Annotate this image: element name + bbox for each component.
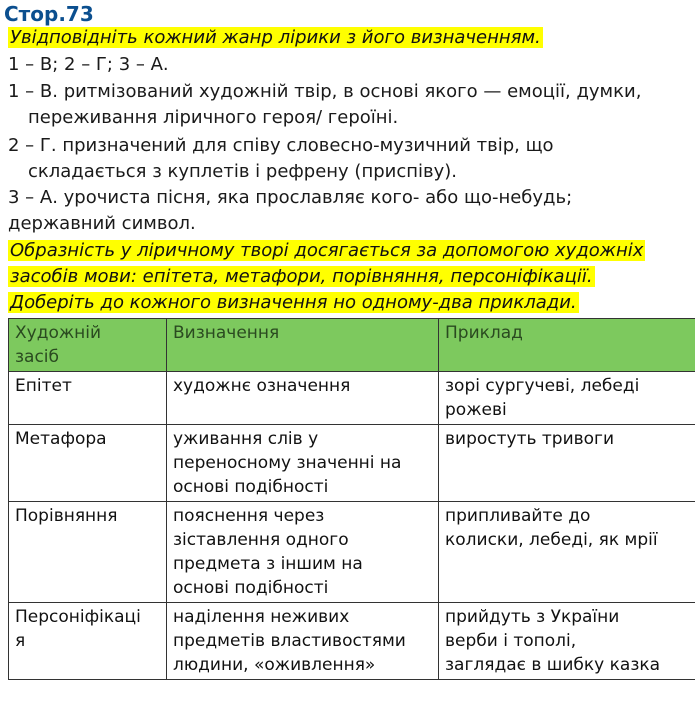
task2-prompt-3: Доберіть до кожного визначення но одному-два приклади. bbox=[10, 292, 577, 313]
cell-example: виростуть тривоги bbox=[439, 425, 695, 502]
table-row bbox=[9, 425, 695, 502]
header-device: Художній засіб bbox=[9, 319, 167, 372]
cell-device: Персоніфікаці я bbox=[9, 603, 167, 680]
task1-item1-line2: переживання ліричного героя/ героїні. bbox=[28, 107, 399, 128]
table-header-row bbox=[9, 319, 695, 372]
task1-item3-line2: державний символ. bbox=[8, 213, 196, 234]
task1-prompt: Увідповідніть кожний жанр лірики з його визначенням. bbox=[10, 27, 541, 48]
table-row bbox=[9, 603, 695, 680]
task1-item2-line1: 2 – Г. призначений для співу словесно-музичний твір, що bbox=[8, 135, 554, 156]
header-definition: Визначення bbox=[167, 319, 439, 372]
cell-definition: уживання слів у переносному значенні на основі подібності bbox=[167, 425, 439, 502]
task2-prompt-2: засобів мови: епітета, метафори, порівняння, персоніфікації. bbox=[10, 266, 593, 287]
task1-item3-line1: 3 – А. урочиста пісня, яка прославляє кого- або що-небудь; bbox=[8, 187, 573, 208]
cell-device: Метафора bbox=[9, 425, 167, 502]
cell-definition: пояснення через зіставлення одного предмета з іншим на основі подібності bbox=[167, 502, 439, 603]
cell-definition: художнє означення bbox=[167, 372, 439, 425]
cell-example: припливайте до колиски, лебеді, як мрії bbox=[439, 502, 695, 603]
devices-table-wrapper bbox=[8, 318, 695, 680]
task1-item1-line1: 1 – В. ритмізований художній твір, в основі якого — емоції, думки, bbox=[8, 81, 642, 102]
task1-prompt-line bbox=[8, 26, 543, 50]
task1-answer-key: 1 – В; 2 – Г; 3 – А. bbox=[8, 54, 169, 75]
cell-device: Епітет bbox=[9, 372, 167, 425]
table-row bbox=[9, 372, 695, 425]
header-example: Приклад bbox=[439, 319, 695, 372]
cell-definition: наділення неживих предметів властивостями людини, «оживлення» bbox=[167, 603, 439, 680]
devices-table bbox=[8, 318, 695, 680]
page-reference: Стор.73 bbox=[4, 2, 94, 26]
cell-example: прийдуть з України верби і тополі, заглядає в шибку казка bbox=[439, 603, 695, 680]
task2-prompt-line-1 bbox=[8, 239, 645, 263]
cell-example: зорі сургучеві, лебеді рожеві bbox=[439, 372, 695, 425]
cell-device: Порівняння bbox=[9, 502, 167, 603]
task2-prompt-line-3 bbox=[8, 291, 579, 315]
task2-prompt-line-2 bbox=[8, 265, 595, 289]
task1-item2-line2: складається з куплетів і рефрену (приспіву). bbox=[28, 161, 458, 182]
table-row bbox=[9, 502, 695, 603]
task2-prompt-1: Образність у ліричному творі досягається за допомогою художніх bbox=[10, 240, 644, 261]
